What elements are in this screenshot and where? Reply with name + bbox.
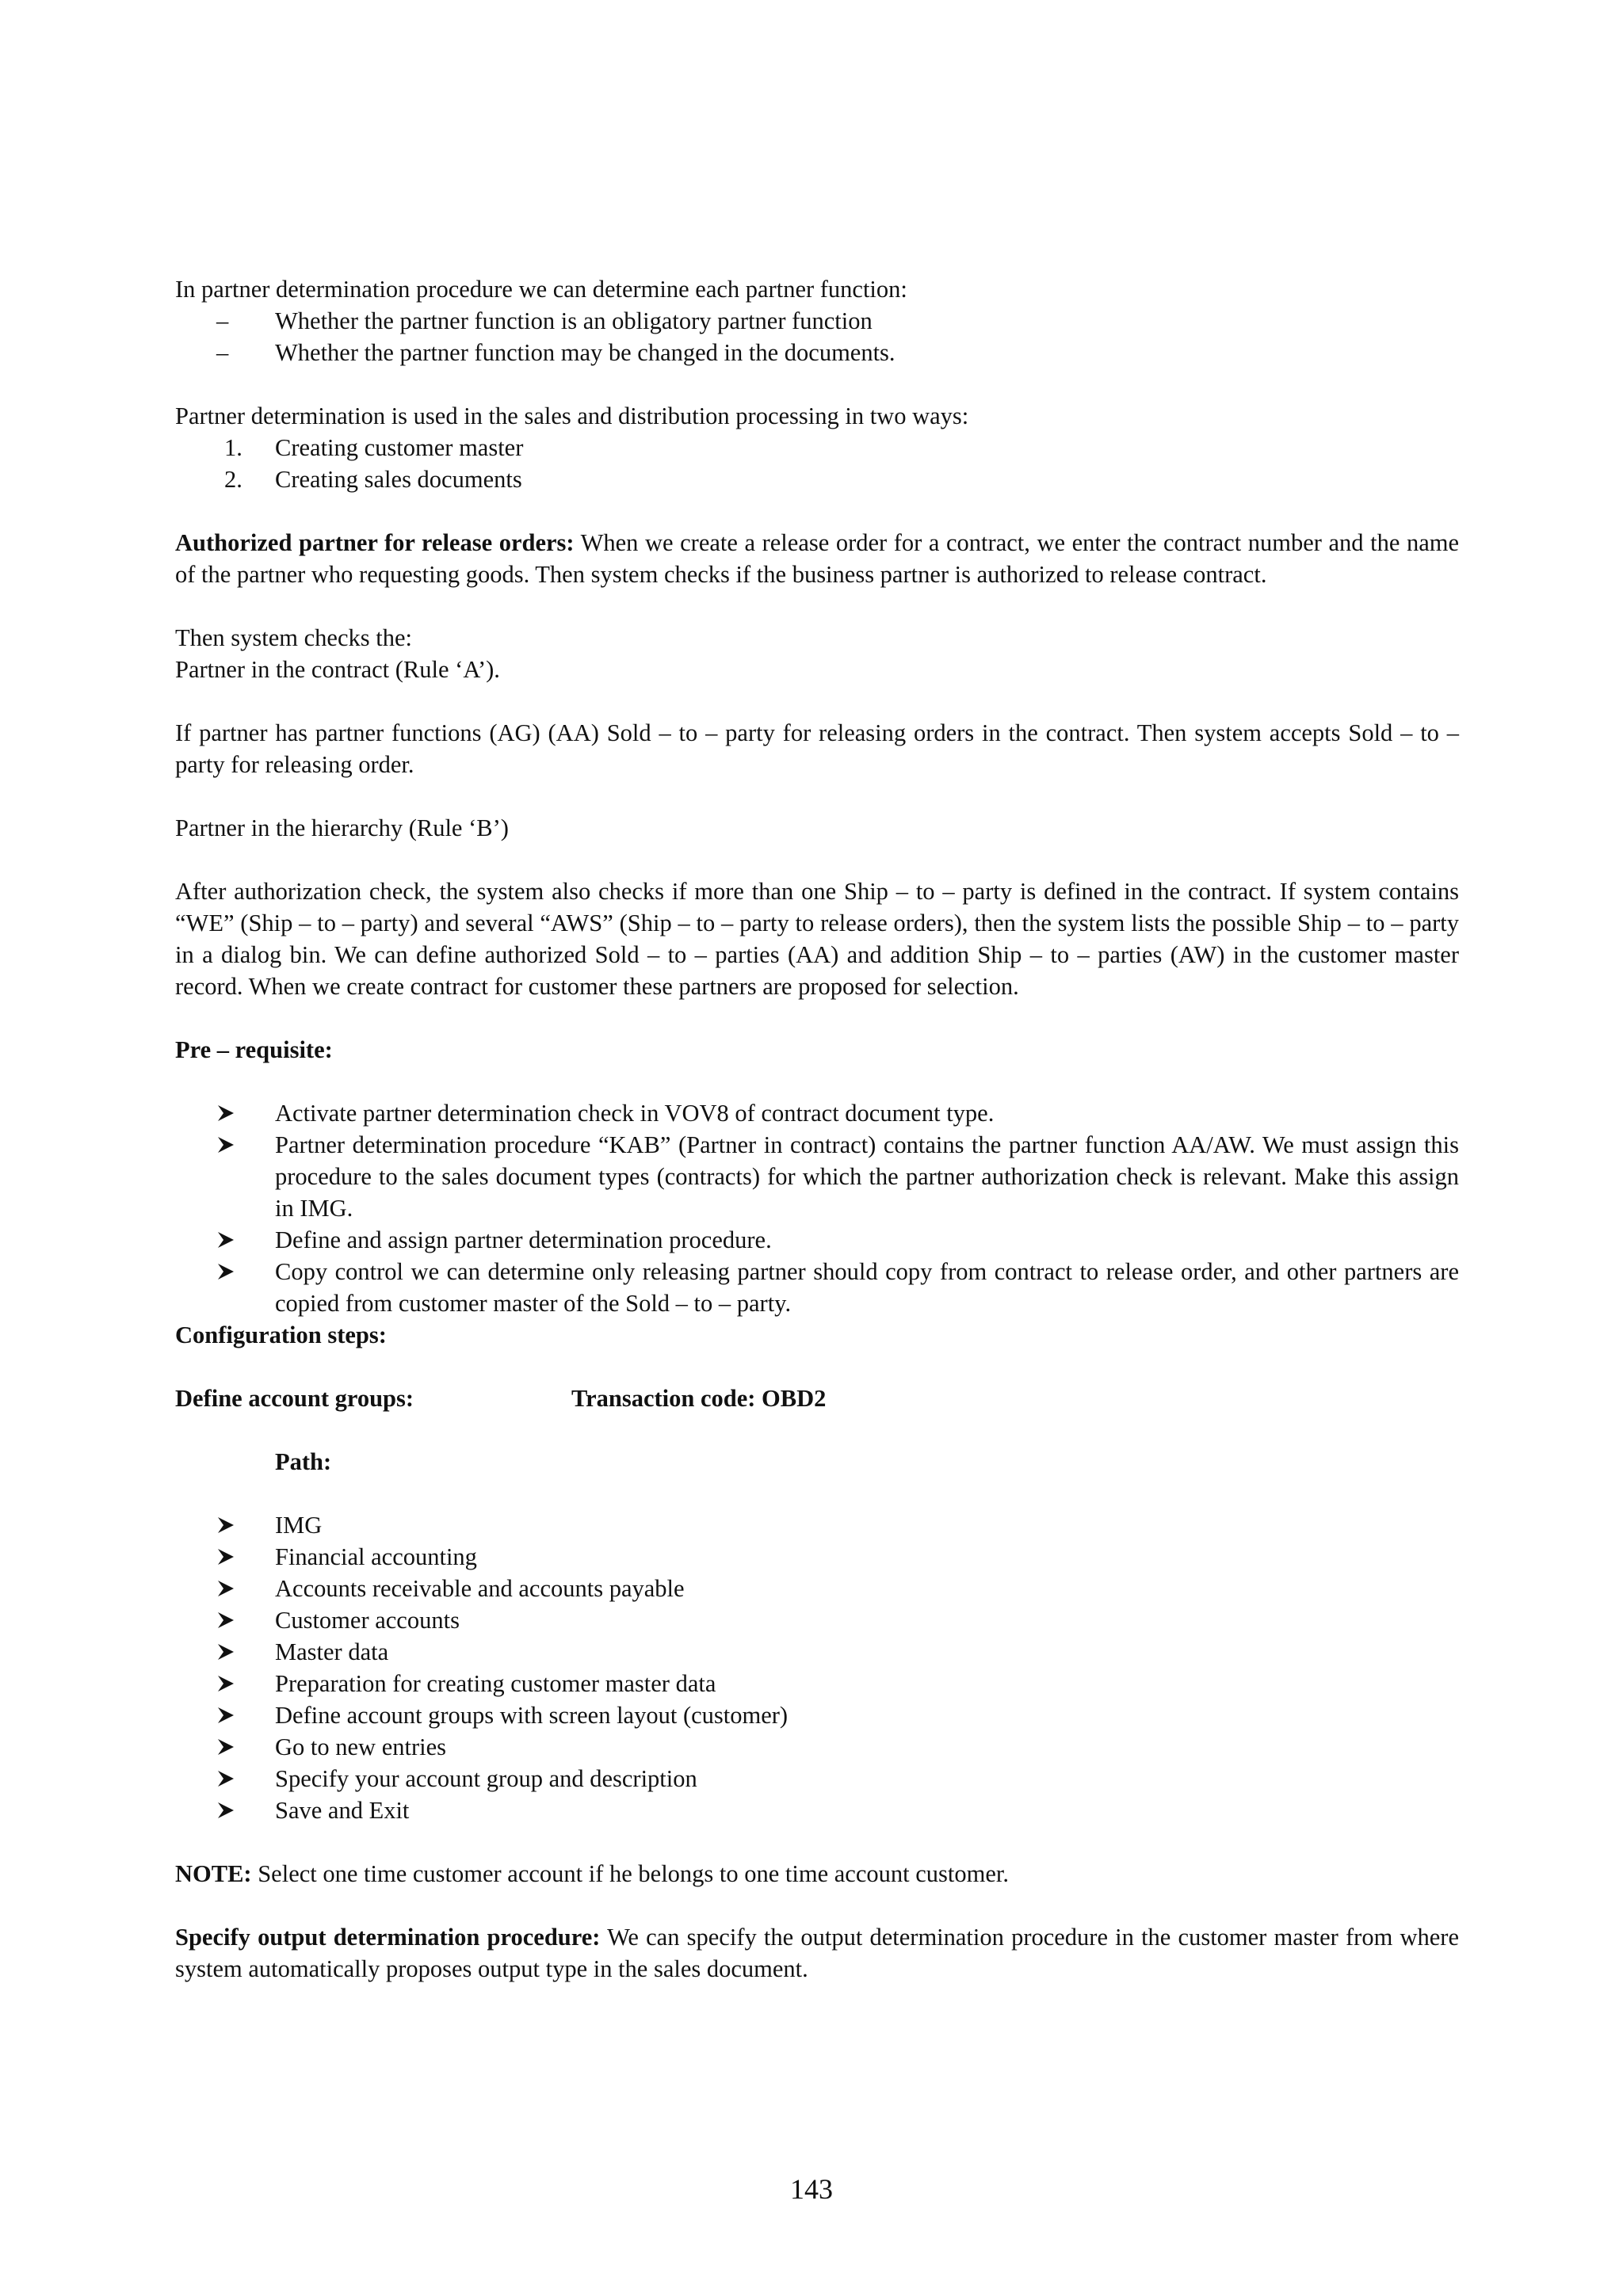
config-heading: Configuration steps: <box>175 1322 387 1348</box>
note-paragraph: NOTE: Select one time customer account if he belongs to one time account customer. <box>175 1860 1009 1887</box>
list-item: Partner determination procedure “KAB” (Partner in contract) contains the partner function AA/AW. We must assign this procedure to the sales document types (contracts) for which the partner authorization check is relevant. Make this assign in IMG. <box>175 1129 1459 1224</box>
prereq-list <box>175 1097 1459 1319</box>
arrow-bullet-icon <box>216 1668 248 1699</box>
path-list <box>175 1509 1459 1826</box>
list-item: Define account groups with screen layout (customer) <box>175 1699 1459 1731</box>
dash-marker: – <box>216 339 229 366</box>
arrow-bullet-icon <box>216 1129 248 1161</box>
page-number: 143 <box>790 2173 833 2205</box>
arrow-bullet-icon <box>216 1763 248 1794</box>
prereq-heading: Pre – requisite: <box>175 1036 333 1063</box>
list-item: Preparation for creating customer master data <box>175 1668 1459 1699</box>
path-label: Path: <box>275 1448 332 1475</box>
arrow-bullet-icon <box>216 1699 248 1731</box>
partner-functions-paragraph: If partner has partner functions (AG) (AA) Sold – to – party for releasing orders in the contract. Then system accepts Sold – to – party for releasing order. <box>175 719 1459 778</box>
arrow-bullet-icon <box>216 1256 248 1287</box>
then-checks-text: Then system checks the: <box>175 624 412 651</box>
list-item: Financial accounting <box>175 1541 1459 1573</box>
list-item: Customer accounts <box>175 1604 1459 1636</box>
intro-list <box>175 305 1459 368</box>
arrow-bullet-icon <box>216 1097 248 1129</box>
list-item: 1. Creating customer master <box>175 432 1459 463</box>
dash-marker: – <box>216 307 229 334</box>
define-account-groups-line <box>175 1383 1459 1414</box>
arrow-bullet-icon <box>216 1509 248 1541</box>
transaction-code: Transaction code: OBD2 <box>571 1385 827 1412</box>
define-heading: Define account groups: <box>175 1385 414 1412</box>
arrow-bullet-icon <box>216 1224 248 1256</box>
authorized-heading: Authorized partner for release orders: <box>175 529 575 556</box>
number-marker: 2. <box>224 466 242 493</box>
arrow-bullet-icon <box>216 1573 248 1604</box>
number-marker: 1. <box>224 434 242 461</box>
arrow-bullet-icon <box>216 1794 248 1826</box>
list-item: IMG <box>175 1509 1459 1541</box>
document-page <box>175 273 1459 1985</box>
intro-text: In partner determination procedure we can determine each partner function: <box>175 276 907 303</box>
list-item: Master data <box>175 1636 1459 1668</box>
list-item: Define and assign partner determination procedure. <box>175 1224 1459 1256</box>
list-item: Activate partner determination check in VOV8 of contract document type. <box>175 1097 1459 1129</box>
after-check-paragraph: After authorization check, the system also checks if more than one Ship – to – party is defined in the contract. If system contains “WE” (Ship – to – party) and several “AWS” (Ship – to – party to release orders), then the system lists the possible Ship – to – party in a dialog bin. We can define authorized Sold – to – parties (AA) and addition Ship – to – parties (AW) in the customer master record. When we create contract for customer these partners are proposed for selection. <box>175 878 1459 1000</box>
rule-b-text: Partner in the hierarchy (Rule ‘B’) <box>175 814 509 841</box>
list-item: 2. Creating sales documents <box>175 463 1459 495</box>
arrow-bullet-icon <box>216 1731 248 1763</box>
rule-a-text: Partner in the contract (Rule ‘A’). <box>175 656 500 683</box>
note-label: NOTE: <box>175 1860 252 1887</box>
list-item: Accounts receivable and accounts payable <box>175 1573 1459 1604</box>
usage-list <box>175 432 1459 495</box>
arrow-bullet-icon <box>216 1541 248 1573</box>
usage-text: Partner determination is used in the sales and distribution processing in two ways: <box>175 402 969 429</box>
list-item: Go to new entries <box>175 1731 1459 1763</box>
list-item: – Whether the partner function may be changed in the documents. <box>175 337 1459 368</box>
authorized-paragraph: Authorized partner for release orders: When we create a release order for a contract, we enter the contract number and the name of the partner who requesting goods. Then system checks if the business partner is authorized to release contract. <box>175 529 1459 588</box>
output-paragraph: Specify output determination procedure: We can specify the output determination procedure in the customer master from where system automatically proposes output type in the sales document. <box>175 1924 1459 1982</box>
list-item: – Whether the partner function is an obligatory partner function <box>175 305 1459 337</box>
list-item: Specify your account group and description <box>175 1763 1459 1794</box>
list-item: Save and Exit <box>175 1794 1459 1826</box>
list-item: Copy control we can determine only releasing partner should copy from contract to release order, and other partners are copied from customer master of the Sold – to – party. <box>175 1256 1459 1319</box>
output-heading: Specify output determination procedure: <box>175 1924 601 1951</box>
arrow-bullet-icon <box>216 1636 248 1668</box>
arrow-bullet-icon <box>216 1604 248 1636</box>
